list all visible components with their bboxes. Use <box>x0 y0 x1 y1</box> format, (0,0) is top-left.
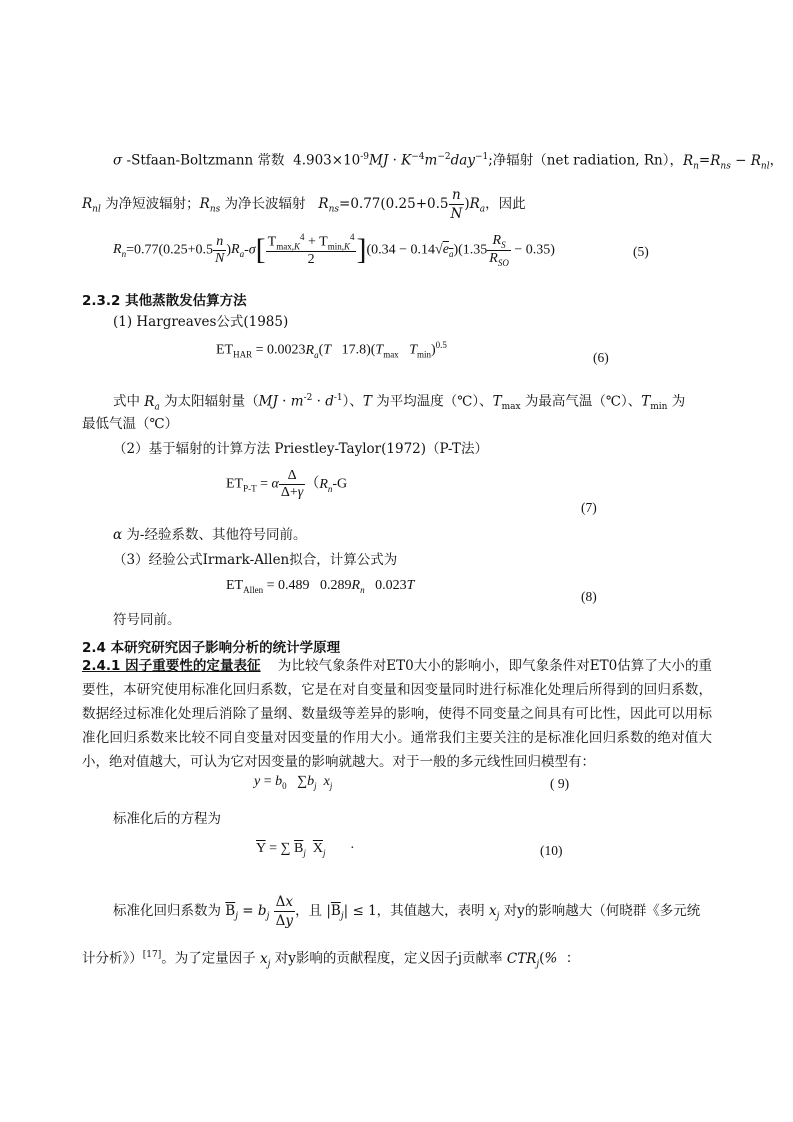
equation-7: $ET_{P-T} = \alpha$ $\frac{\Delta}{\Delta+\gamma}$ （$R_n-G$ <box>226 468 348 500</box>
equation-9-number: ( 9) <box>550 776 570 791</box>
equation-8: $ET_{Allen} = 0.489$ $0.289R_n$ 0.023T <box>226 578 415 595</box>
net-radiation-line: $R_{nl}$ 为净短波辐射；$R_{ns}$ 为净长波辐射 $R_{ns}=0.77(0.25+0.5$ $\frac{n}{N}$ )$R_a$，因此 <box>82 187 526 222</box>
standardized-equation-label: 标准化后的方程为 <box>113 811 221 827</box>
equation-5: $R_n=0.77(0.25+0.5$ $\frac{n}{N}$ )$R_a-\sigma$[ $\frac{T_{max,K}^4 + T_{min,K}^4}{2}$ ]$(0.34 - 0.14√e_a)(1.35$ $\frac{R_S}{R_{SO}}$ − 0.35) <box>113 232 555 268</box>
contribution-rate-line: 计分析》）[17]。为了定量因子 $x_j$ 对y影响的贡献程度，定义因子j贡献率 $CTR_j(\%$ ： <box>82 950 580 970</box>
symbols-note: 符号同前。 <box>113 612 181 628</box>
equation-6-number: (6) <box>593 350 609 365</box>
section-2-4-heading: 2.4 本研究研究因子影响分析的统计学原理 <box>82 640 341 656</box>
hargreaves-heading: (1) Hargreaves公式(1985) <box>113 314 289 330</box>
equation-10: $\overline{Y}$ = ∑ $\overline{B}_j$ $\overline{X}_j$ · <box>256 841 355 858</box>
equation-6-variables: 式中 $R_a$ 为太阳辐射量$(MJ \cdot m^{-2} \cdot d^{-1})$、T 为平均温度（℃）、$T_{max}$ 为最高气温（℃）、$T_{min}$ 为 <box>113 393 686 413</box>
equation-6: $ET_{HAR} = 0.0023R_a(T$ $17.8)(T_{max}$ $T_{min})^{0.5}$ <box>216 340 447 360</box>
equation-6-variables-cont: 最低气温（℃） <box>82 416 179 432</box>
allen-heading: （3）经验公式Irmark-Allen拟合，计算公式为 <box>113 552 398 568</box>
equation-10-number: (10) <box>540 843 563 858</box>
stefan-boltzmann-line: σ -Stfaan-Boltzmann 常数 $4.903\times 10^{-9}MJ \cdot K^{-4}m^{-2}day^{-1}$;净辐射（net radiation, Rn），$R_n=R_{ns} - R_{nl}$， <box>113 152 784 172</box>
equation-9: $y = b_0$ $\sum b_j$ $x_j$ <box>254 774 333 791</box>
section-2-4-1-paragraph <box>82 654 712 774</box>
section-2-3-2-heading: 2.3.2 其他蒸散发估算方法 <box>82 293 247 309</box>
standardized-coefficient-line: 标准化回归系数为 $\overline{B}_j = b_j$ $\frac{\Delta x}{\Delta y}$ ，且 $|\overline{B}_j| \le 1$，其值越大，表明 $x_j$ 对y的影响越大（何晓群《多元统 <box>113 894 701 929</box>
equation-8-number: (8) <box>581 589 597 604</box>
alpha-note: α 为-经验系数、其他符号同前。 <box>113 527 307 543</box>
section-2-4-1-text: 为比较气象条件对ET0大小的影响小，即气象条件对ET0估算了大小的重要性，本研究使用标准化回归系数，它是在对自变量和因变量同时进行标准化处理后所得到的回归系数，数据经过标准化处理后消除了量纲、数量级等差异的影响，使得不同变量之间具有可比性，因此可以用标准化回归系数来比较不同自变量对因变量的作用大小。通常我们主要关注的是标准化回归系数的绝对值大小，绝对值越大，可认为它对因变量的影响就越大。对于一般的多元线性回归模型有： <box>82 658 712 770</box>
section-2-4-1-heading: 2.4.1 因子重要性的定量表征 <box>82 658 261 674</box>
priestley-taylor-heading: （2）基于辐射的计算方法 Priestley-Taylor(1972)（P-T法） <box>113 441 488 457</box>
equation-5-number: (5) <box>633 244 649 259</box>
equation-7-number: (7) <box>581 500 597 515</box>
